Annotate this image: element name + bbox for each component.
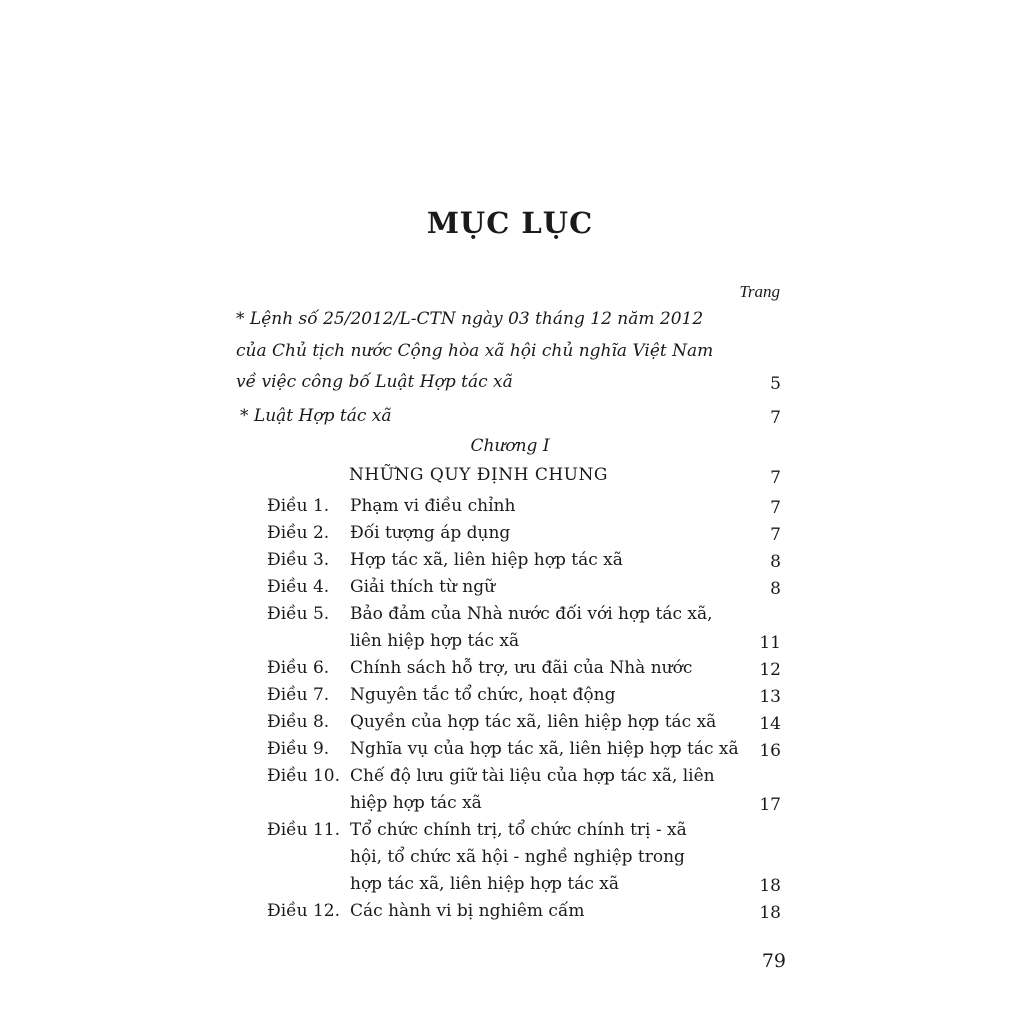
luat-line: * Luật Hợp tác xã	[240, 406, 392, 426]
article-label: Điều 2.	[267, 523, 330, 543]
page-number: 79	[761, 950, 786, 972]
article-title-line: Nguyên tắc tổ chức, hoạt động	[350, 685, 616, 705]
article-label: Điều 6.	[267, 658, 330, 678]
article-page-number: 14	[759, 714, 781, 734]
article-title-line: Giải thích từ ngữ	[350, 577, 496, 597]
article-label: Điều 9.	[267, 739, 330, 759]
article-page-number: 18	[759, 903, 781, 923]
article-title-line: Bảo đảm của Nhà nước đối với hợp tác xã,	[350, 604, 713, 624]
article-label: Điều 5.	[267, 604, 330, 624]
article-title-line: liên hiệp hợp tác xã	[350, 631, 520, 651]
article-title-line: Nghĩa vụ của hợp tác xã, liên hiệp hợp tác xã	[350, 739, 739, 759]
article-label: Điều 1.	[267, 496, 330, 516]
article-title-line: Các hành vi bị nghiêm cấm	[350, 901, 585, 921]
article-page-number: 11	[759, 633, 781, 653]
article-title-line: Tổ chức chính trị, tổ chức chính trị - xã	[350, 820, 687, 840]
chapter-page-number: 7	[770, 468, 781, 488]
lenh-line-3: về việc công bố Luật Hợp tác xã	[236, 372, 513, 392]
article-title-line: Phạm vi điều chỉnh	[350, 496, 516, 516]
article-page-number: 13	[759, 687, 781, 707]
article-label: Điều 4.	[267, 577, 330, 597]
article-page-number: 8	[770, 579, 781, 599]
article-label: Điều 8.	[267, 712, 330, 732]
article-title-line: hợp tác xã, liên hiệp hợp tác xã	[350, 874, 619, 894]
luat-page-number: 7	[770, 408, 781, 428]
article-title-line: hội, tổ chức xã hội - nghề nghiệp trong	[350, 847, 685, 867]
article-page-number: 18	[759, 876, 781, 896]
lenh-line-1: * Lệnh số 25/2012/L-CTN ngày 03 tháng 12 năm 2012	[236, 309, 704, 329]
article-title-line: Đối tượng áp dụng	[350, 523, 511, 543]
article-title-line: Quyền của hợp tác xã, liên hiệp hợp tác xã	[350, 712, 717, 732]
page-column-header: Trang	[739, 282, 780, 301]
page-title: MỤC LỤC	[426, 206, 594, 240]
lenh-line-2: của Chủ tịch nước Cộng hòa xã hội chủ nghĩa Việt Nam	[236, 341, 714, 361]
chapter-title: NHỮNG QUY ĐỊNH CHUNG	[349, 465, 608, 485]
article-page-number: 17	[759, 795, 781, 815]
article-label: Điều 3.	[267, 550, 330, 570]
article-page-number: 7	[770, 525, 781, 545]
article-label: Điều 10.	[267, 766, 341, 786]
article-label: Điều 7.	[267, 685, 330, 705]
article-page-number: 7	[770, 498, 781, 518]
article-title-line: Hợp tác xã, liên hiệp hợp tác xã	[350, 550, 623, 570]
lenh-page-number: 5	[770, 374, 781, 394]
article-page-number: 8	[770, 552, 781, 572]
article-page-number: 12	[759, 660, 781, 680]
article-title-line: Chính sách hỗ trợ, ưu đãi của Nhà nước	[350, 658, 693, 678]
article-title-line: Chế độ lưu giữ tài liệu của hợp tác xã, liên	[350, 766, 715, 786]
article-title-line: hiệp hợp tác xã	[350, 793, 482, 813]
article-page-number: 16	[759, 741, 781, 761]
chapter-label: Chương I	[470, 436, 550, 456]
article-label: Điều 12.	[267, 901, 341, 921]
article-label: Điều 11.	[267, 820, 341, 840]
